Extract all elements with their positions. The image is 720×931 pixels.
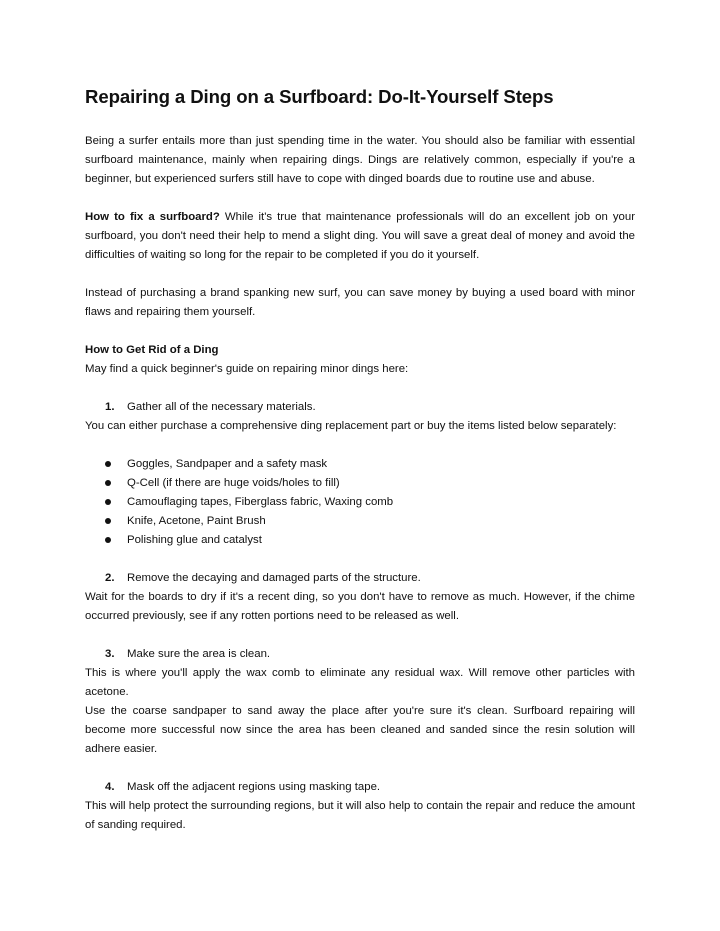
list-item: Goggles, Sandpaper and a safety mask: [85, 455, 635, 474]
bullet-icon: [105, 537, 111, 543]
step-1-paragraph: You can either purchase a comprehensive ding replacement part or buy the items listed below separately:: [85, 420, 617, 432]
guide-subheading: May find a quick beginner's guide on repairing minor dings here:: [85, 363, 409, 375]
step-2-number: 2.: [105, 572, 115, 584]
step-3-title: 3. Make sure the area is clean.: [85, 645, 635, 664]
bullet-icon: [105, 480, 111, 486]
list-item: Q-Cell (if there are huge voids/holes to fill): [85, 474, 635, 493]
howto-text: While it's true that maintenance professionals will do an excellent job on your surfboard, you don't need their help to mend a slight ding. You will save a great deal of money and avoid the difficulties of waiting so long for the repair to be completed if you do it yourself.: [85, 211, 636, 261]
step-1-number: 1.: [105, 401, 115, 413]
document-page: [85, 82, 635, 835]
list-item: Polishing glue and catalyst: [85, 531, 635, 550]
step-2-title: 2. Remove the decaying and damaged parts of the structure.: [85, 569, 635, 588]
materials-list: [85, 455, 635, 550]
document-title: Repairing a Ding on a Surfboard: Do-It-Yourself Steps: [85, 86, 554, 107]
step-3-paragraph: This is where you'll apply the wax comb to eliminate any residual wax. Will remove other particles with acetone.: [85, 667, 635, 698]
step-3-paragraph: Use the coarse sandpaper to sand away the place after you're sure it's clean. Surfboard repairing will become more successful now since the area has been cleaned and sanded since the resin solution will adhere easier.: [85, 705, 635, 755]
used-board-paragraph: Instead of purchasing a brand spanking new surf, you can save money by buying a used board with minor flaws and repairing them yourself.: [85, 287, 635, 318]
step-4-title: 4. Mask off the adjacent regions using masking tape.: [85, 778, 635, 797]
bullet-icon: [105, 518, 111, 524]
step-1-title: 1. Gather all of the necessary materials.: [85, 398, 635, 417]
guide-heading: How to Get Rid of a Ding: [85, 344, 219, 356]
step-3-number: 3.: [105, 648, 115, 660]
step-4-number: 4.: [105, 781, 115, 793]
howto-paragraph: [85, 208, 635, 265]
step-2-paragraph: Wait for the boards to dry if it's a recent ding, so you don't have to remove as much. However, if the chime occurred previously, see if any rotten portions need to be released as well.: [85, 591, 635, 622]
intro-paragraph: Being a surfer entails more than just spending time in the water. You should also be familiar with essential surfboard maintenance, mainly when repairing dings. Dings are relatively common, especially if you're a beginner, but experienced surfers still have to cope with dinged boards due to routine use and abuse.: [85, 135, 635, 185]
step-4-paragraph: This will help protect the surrounding regions, but it will also help to contain the repair and reduce the amount of sanding required.: [85, 800, 635, 831]
list-item: Knife, Acetone, Paint Brush: [85, 512, 635, 531]
bullet-icon: [105, 461, 111, 467]
list-item: Camouflaging tapes, Fiberglass fabric, Waxing comb: [85, 493, 635, 512]
bullet-icon: [105, 499, 111, 505]
howto-lead: How to fix a surfboard?: [85, 211, 220, 223]
